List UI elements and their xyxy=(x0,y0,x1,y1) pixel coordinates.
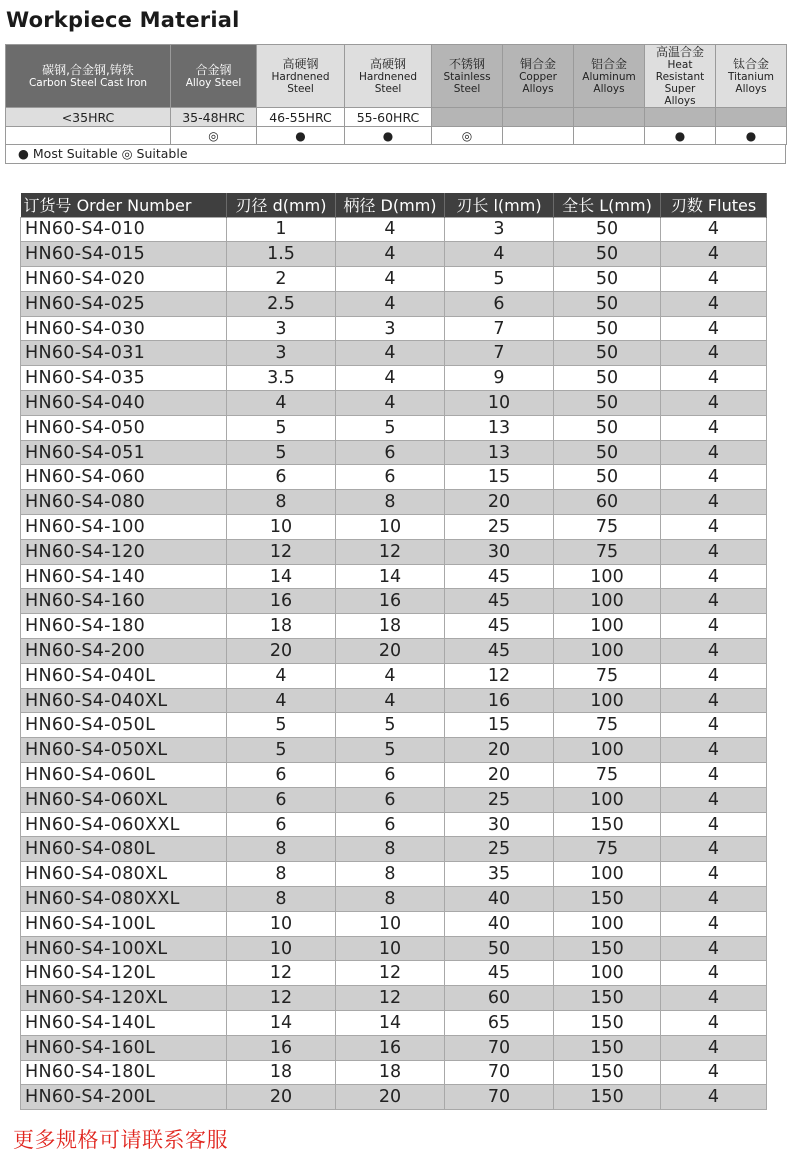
table-row xyxy=(21,763,767,788)
flutes-cell: 4 xyxy=(661,490,767,515)
shank-diameter-cell: 4 xyxy=(336,391,445,416)
material-header-3: 高硬钢 Hardnened Steel xyxy=(345,45,432,108)
flutes-cell: 4 xyxy=(661,1011,767,1036)
blade-diameter-cell: 16 xyxy=(227,1035,336,1060)
header-blade-length: 刃长 l(mm) xyxy=(445,193,554,217)
shank-diameter-cell: 4 xyxy=(336,242,445,267)
blade-diameter-cell: 12 xyxy=(227,539,336,564)
shank-diameter-cell: 4 xyxy=(336,663,445,688)
overall-length-cell: 50 xyxy=(554,465,661,490)
shank-diameter-cell: 14 xyxy=(336,564,445,589)
shank-diameter-cell: 12 xyxy=(336,539,445,564)
overall-length-cell: 100 xyxy=(554,688,661,713)
blade-diameter-cell: 6 xyxy=(227,812,336,837)
table-row xyxy=(21,961,767,986)
shank-diameter-cell: 18 xyxy=(336,1060,445,1085)
blade-length-cell: 45 xyxy=(445,639,554,664)
shank-diameter-cell: 6 xyxy=(336,440,445,465)
suitability-1: ◎ xyxy=(171,127,257,145)
hardness-8 xyxy=(716,108,787,127)
blade-diameter-cell: 20 xyxy=(227,1085,336,1110)
material-header-8: 钛合金 Titanium Alloys xyxy=(716,45,787,108)
order-number-cell: HN60-S4-140 xyxy=(21,564,227,589)
flutes-cell: 4 xyxy=(661,862,767,887)
overall-length-cell: 50 xyxy=(554,440,661,465)
flutes-cell: 4 xyxy=(661,713,767,738)
suitability-4: ◎ xyxy=(432,127,503,145)
flutes-cell: 4 xyxy=(661,316,767,341)
shank-diameter-cell: 8 xyxy=(336,862,445,887)
flutes-cell: 4 xyxy=(661,911,767,936)
overall-length-cell: 150 xyxy=(554,812,661,837)
order-number-cell: HN60-S4-080L xyxy=(21,837,227,862)
suitability-5 xyxy=(503,127,574,145)
blade-diameter-cell: 12 xyxy=(227,986,336,1011)
suitability-0 xyxy=(6,127,171,145)
blade-diameter-cell: 18 xyxy=(227,1060,336,1085)
blade-diameter-cell: 8 xyxy=(227,862,336,887)
order-number-cell: HN60-S4-050XL xyxy=(21,738,227,763)
suitability-7: ● xyxy=(645,127,716,145)
blade-diameter-cell: 5 xyxy=(227,415,336,440)
blade-length-cell: 50 xyxy=(445,936,554,961)
order-number-cell: HN60-S4-140L xyxy=(21,1011,227,1036)
blade-diameter-cell: 3.5 xyxy=(227,366,336,391)
overall-length-cell: 75 xyxy=(554,713,661,738)
material-header-row xyxy=(6,45,787,108)
order-number-cell: HN60-S4-120L xyxy=(21,961,227,986)
order-number-cell: HN60-S4-020 xyxy=(21,267,227,292)
flutes-cell: 4 xyxy=(661,391,767,416)
blade-diameter-cell: 6 xyxy=(227,465,336,490)
header-shank-diameter: 柄径 D(mm) xyxy=(336,193,445,217)
table-row xyxy=(21,316,767,341)
blade-length-cell: 20 xyxy=(445,490,554,515)
blade-diameter-cell: 14 xyxy=(227,1011,336,1036)
table-row xyxy=(21,787,767,812)
blade-diameter-cell: 5 xyxy=(227,713,336,738)
blade-length-cell: 20 xyxy=(445,763,554,788)
shank-diameter-cell: 3 xyxy=(336,316,445,341)
blade-diameter-cell: 14 xyxy=(227,564,336,589)
blade-length-cell: 70 xyxy=(445,1085,554,1110)
order-number-cell: HN60-S4-035 xyxy=(21,366,227,391)
hardness-1: 35-48HRC xyxy=(171,108,257,127)
flutes-cell: 4 xyxy=(661,887,767,912)
overall-length-cell: 150 xyxy=(554,986,661,1011)
overall-length-cell: 50 xyxy=(554,366,661,391)
hardness-row xyxy=(6,108,787,127)
table-row xyxy=(21,589,767,614)
overall-length-cell: 150 xyxy=(554,1011,661,1036)
order-number-cell: HN60-S4-060L xyxy=(21,763,227,788)
order-number-cell: HN60-S4-060XL xyxy=(21,787,227,812)
flutes-cell: 4 xyxy=(661,986,767,1011)
flutes-cell: 4 xyxy=(661,415,767,440)
order-number-cell: HN60-S4-100 xyxy=(21,515,227,540)
hardness-2: 46-55HRC xyxy=(257,108,345,127)
shank-diameter-cell: 5 xyxy=(336,738,445,763)
flutes-cell: 4 xyxy=(661,1060,767,1085)
table-row xyxy=(21,738,767,763)
blade-length-cell: 70 xyxy=(445,1035,554,1060)
blade-diameter-cell: 10 xyxy=(227,515,336,540)
order-number-cell: HN60-S4-200L xyxy=(21,1085,227,1110)
overall-length-cell: 100 xyxy=(554,961,661,986)
order-number-cell: HN60-S4-040XL xyxy=(21,688,227,713)
flutes-cell: 4 xyxy=(661,539,767,564)
blade-diameter-cell: 5 xyxy=(227,440,336,465)
flutes-cell: 4 xyxy=(661,614,767,639)
blade-length-cell: 20 xyxy=(445,738,554,763)
overall-length-cell: 100 xyxy=(554,862,661,887)
order-number-cell: HN60-S4-031 xyxy=(21,341,227,366)
blade-length-cell: 7 xyxy=(445,316,554,341)
blade-diameter-cell: 3 xyxy=(227,316,336,341)
order-number-cell: HN60-S4-120XL xyxy=(21,986,227,1011)
blade-diameter-cell: 8 xyxy=(227,887,336,912)
overall-length-cell: 150 xyxy=(554,1085,661,1110)
overall-length-cell: 75 xyxy=(554,515,661,540)
flutes-cell: 4 xyxy=(661,961,767,986)
order-number-cell: HN60-S4-015 xyxy=(21,242,227,267)
blade-length-cell: 65 xyxy=(445,1011,554,1036)
flutes-cell: 4 xyxy=(661,515,767,540)
table-row xyxy=(21,242,767,267)
blade-length-cell: 7 xyxy=(445,341,554,366)
blade-length-cell: 30 xyxy=(445,539,554,564)
overall-length-cell: 100 xyxy=(554,911,661,936)
table-row xyxy=(21,440,767,465)
suitability-6 xyxy=(574,127,645,145)
blade-length-cell: 13 xyxy=(445,440,554,465)
blade-length-cell: 25 xyxy=(445,837,554,862)
order-number-cell: HN60-S4-030 xyxy=(21,316,227,341)
blade-diameter-cell: 16 xyxy=(227,589,336,614)
table-row xyxy=(21,688,767,713)
order-number-cell: HN60-S4-160L xyxy=(21,1035,227,1060)
blade-length-cell: 10 xyxy=(445,391,554,416)
shank-diameter-cell: 5 xyxy=(336,713,445,738)
order-number-cell: HN60-S4-050 xyxy=(21,415,227,440)
blade-length-cell: 35 xyxy=(445,862,554,887)
overall-length-cell: 50 xyxy=(554,316,661,341)
flutes-cell: 4 xyxy=(661,936,767,961)
blade-diameter-cell: 4 xyxy=(227,391,336,416)
shank-diameter-cell: 10 xyxy=(336,936,445,961)
order-number-cell: HN60-S4-060 xyxy=(21,465,227,490)
header-order-number: 订货号 Order Number xyxy=(21,193,227,217)
order-number-cell: HN60-S4-025 xyxy=(21,291,227,316)
suitability-3: ● xyxy=(345,127,432,145)
flutes-cell: 4 xyxy=(661,738,767,763)
flutes-cell: 4 xyxy=(661,763,767,788)
shank-diameter-cell: 10 xyxy=(336,911,445,936)
flutes-cell: 4 xyxy=(661,267,767,292)
material-header-4: 不锈钢 Stainless Steel xyxy=(432,45,503,108)
overall-length-cell: 50 xyxy=(554,267,661,292)
blade-diameter-cell: 8 xyxy=(227,490,336,515)
shank-diameter-cell: 16 xyxy=(336,1035,445,1060)
overall-length-cell: 50 xyxy=(554,391,661,416)
table-row xyxy=(21,267,767,292)
shank-diameter-cell: 4 xyxy=(336,366,445,391)
order-number-cell: HN60-S4-180L xyxy=(21,1060,227,1085)
suitability-legend: ● Most Suitable ◎ Suitable xyxy=(5,144,786,164)
flutes-cell: 4 xyxy=(661,639,767,664)
material-header-2: 高硬钢 Hardnened Steel xyxy=(257,45,345,108)
table-row xyxy=(21,1085,767,1110)
table-row xyxy=(21,663,767,688)
table-row xyxy=(21,1060,767,1085)
table-row xyxy=(21,812,767,837)
blade-diameter-cell: 20 xyxy=(227,639,336,664)
blade-diameter-cell: 12 xyxy=(227,961,336,986)
table-row xyxy=(21,862,767,887)
blade-diameter-cell: 2.5 xyxy=(227,291,336,316)
material-header-5: 铜合金 Copper Alloys xyxy=(503,45,574,108)
flutes-cell: 4 xyxy=(661,787,767,812)
flutes-cell: 4 xyxy=(661,440,767,465)
blade-length-cell: 70 xyxy=(445,1060,554,1085)
blade-length-cell: 6 xyxy=(445,291,554,316)
suitability-row xyxy=(6,127,787,145)
shank-diameter-cell: 20 xyxy=(336,1085,445,1110)
blade-diameter-cell: 6 xyxy=(227,763,336,788)
table-row xyxy=(21,911,767,936)
overall-length-cell: 75 xyxy=(554,663,661,688)
flutes-cell: 4 xyxy=(661,465,767,490)
hardness-5 xyxy=(503,108,574,127)
blade-diameter-cell: 2 xyxy=(227,267,336,292)
blade-length-cell: 25 xyxy=(445,515,554,540)
hardness-7 xyxy=(645,108,716,127)
blade-length-cell: 45 xyxy=(445,564,554,589)
table-row xyxy=(21,837,767,862)
flutes-cell: 4 xyxy=(661,291,767,316)
blade-length-cell: 12 xyxy=(445,663,554,688)
material-header-0: 碳钢,合金钢,铸铁 Carbon Steel Cast Iron xyxy=(6,45,171,108)
hardness-4 xyxy=(432,108,503,127)
flutes-cell: 4 xyxy=(661,217,767,242)
order-number-cell: HN60-S4-200 xyxy=(21,639,227,664)
shank-diameter-cell: 4 xyxy=(336,291,445,316)
table-row xyxy=(21,515,767,540)
shank-diameter-cell: 12 xyxy=(336,961,445,986)
shank-diameter-cell: 8 xyxy=(336,490,445,515)
table-row xyxy=(21,366,767,391)
blade-length-cell: 40 xyxy=(445,911,554,936)
flutes-cell: 4 xyxy=(661,663,767,688)
hardness-3: 55-60HRC xyxy=(345,108,432,127)
overall-length-cell: 75 xyxy=(554,837,661,862)
header-blade-diameter: 刃径 d(mm) xyxy=(227,193,336,217)
order-number-cell: HN60-S4-060XXL xyxy=(21,812,227,837)
shank-diameter-cell: 8 xyxy=(336,887,445,912)
order-number-cell: HN60-S4-100L xyxy=(21,911,227,936)
shank-diameter-cell: 4 xyxy=(336,341,445,366)
flutes-cell: 4 xyxy=(661,366,767,391)
shank-diameter-cell: 6 xyxy=(336,787,445,812)
flutes-cell: 4 xyxy=(661,564,767,589)
blade-diameter-cell: 10 xyxy=(227,936,336,961)
contact-note: 更多规格可请联系客服 xyxy=(13,1128,228,1152)
material-header-7: 高温合金 Heat Resistant Super Alloys xyxy=(645,45,716,108)
overall-length-cell: 150 xyxy=(554,1060,661,1085)
overall-length-cell: 100 xyxy=(554,564,661,589)
order-number-cell: HN60-S4-180 xyxy=(21,614,227,639)
overall-length-cell: 50 xyxy=(554,415,661,440)
overall-length-cell: 150 xyxy=(554,1035,661,1060)
blade-length-cell: 3 xyxy=(445,217,554,242)
table-row xyxy=(21,490,767,515)
table-row xyxy=(21,713,767,738)
shank-diameter-cell: 20 xyxy=(336,639,445,664)
suitability-2: ● xyxy=(257,127,345,145)
shank-diameter-cell: 10 xyxy=(336,515,445,540)
blade-length-cell: 45 xyxy=(445,614,554,639)
flutes-cell: 4 xyxy=(661,688,767,713)
order-number-cell: HN60-S4-040L xyxy=(21,663,227,688)
hardness-6 xyxy=(574,108,645,127)
order-table xyxy=(20,193,767,1110)
overall-length-cell: 100 xyxy=(554,639,661,664)
blade-length-cell: 5 xyxy=(445,267,554,292)
workpiece-material-table xyxy=(5,44,787,145)
header-flutes: 刃数 Flutes xyxy=(661,193,767,217)
flutes-cell: 4 xyxy=(661,341,767,366)
blade-diameter-cell: 6 xyxy=(227,787,336,812)
hardness-0: <35HRC xyxy=(6,108,171,127)
overall-length-cell: 100 xyxy=(554,589,661,614)
blade-diameter-cell: 4 xyxy=(227,663,336,688)
blade-length-cell: 4 xyxy=(445,242,554,267)
shank-diameter-cell: 6 xyxy=(336,812,445,837)
shank-diameter-cell: 8 xyxy=(336,837,445,862)
shank-diameter-cell: 4 xyxy=(336,688,445,713)
flutes-cell: 4 xyxy=(661,242,767,267)
overall-length-cell: 75 xyxy=(554,539,661,564)
table-row xyxy=(21,465,767,490)
order-number-cell: HN60-S4-160 xyxy=(21,589,227,614)
table-row xyxy=(21,614,767,639)
blade-diameter-cell: 1.5 xyxy=(227,242,336,267)
overall-length-cell: 50 xyxy=(554,291,661,316)
blade-diameter-cell: 5 xyxy=(227,738,336,763)
table-row xyxy=(21,415,767,440)
order-number-cell: HN60-S4-051 xyxy=(21,440,227,465)
flutes-cell: 4 xyxy=(661,812,767,837)
blade-length-cell: 40 xyxy=(445,887,554,912)
overall-length-cell: 50 xyxy=(554,242,661,267)
table-row xyxy=(21,1011,767,1036)
overall-length-cell: 150 xyxy=(554,936,661,961)
blade-diameter-cell: 8 xyxy=(227,837,336,862)
overall-length-cell: 60 xyxy=(554,490,661,515)
overall-length-cell: 100 xyxy=(554,787,661,812)
table-row xyxy=(21,539,767,564)
page-title: Workpiece Material xyxy=(6,8,240,32)
table-row xyxy=(21,986,767,1011)
table-row xyxy=(21,291,767,316)
order-number-cell: HN60-S4-080 xyxy=(21,490,227,515)
blade-diameter-cell: 4 xyxy=(227,688,336,713)
blade-length-cell: 30 xyxy=(445,812,554,837)
table-row xyxy=(21,391,767,416)
blade-length-cell: 45 xyxy=(445,961,554,986)
table-row xyxy=(21,936,767,961)
order-table-header xyxy=(21,193,767,217)
flutes-cell: 4 xyxy=(661,1085,767,1110)
overall-length-cell: 75 xyxy=(554,763,661,788)
overall-length-cell: 50 xyxy=(554,217,661,242)
shank-diameter-cell: 6 xyxy=(336,465,445,490)
table-row xyxy=(21,217,767,242)
overall-length-cell: 100 xyxy=(554,738,661,763)
material-header-1: 合金钢 Alloy Steel xyxy=(171,45,257,108)
overall-length-cell: 50 xyxy=(554,341,661,366)
order-number-cell: HN60-S4-080XL xyxy=(21,862,227,887)
shank-diameter-cell: 4 xyxy=(336,267,445,292)
flutes-cell: 4 xyxy=(661,1035,767,1060)
blade-length-cell: 15 xyxy=(445,465,554,490)
blade-length-cell: 25 xyxy=(445,787,554,812)
shank-diameter-cell: 5 xyxy=(336,415,445,440)
table-row xyxy=(21,564,767,589)
shank-diameter-cell: 6 xyxy=(336,763,445,788)
table-row xyxy=(21,639,767,664)
material-header-6: 铝合金 Aluminum Alloys xyxy=(574,45,645,108)
order-number-cell: HN60-S4-120 xyxy=(21,539,227,564)
shank-diameter-cell: 16 xyxy=(336,589,445,614)
blade-length-cell: 16 xyxy=(445,688,554,713)
shank-diameter-cell: 4 xyxy=(336,217,445,242)
header-overall-length: 全长 L(mm) xyxy=(554,193,661,217)
blade-length-cell: 15 xyxy=(445,713,554,738)
table-row xyxy=(21,887,767,912)
table-row xyxy=(21,341,767,366)
shank-diameter-cell: 18 xyxy=(336,614,445,639)
blade-length-cell: 9 xyxy=(445,366,554,391)
flutes-cell: 4 xyxy=(661,589,767,614)
blade-diameter-cell: 10 xyxy=(227,911,336,936)
blade-length-cell: 13 xyxy=(445,415,554,440)
overall-length-cell: 100 xyxy=(554,614,661,639)
flutes-cell: 4 xyxy=(661,837,767,862)
blade-length-cell: 45 xyxy=(445,589,554,614)
order-number-cell: HN60-S4-010 xyxy=(21,217,227,242)
blade-diameter-cell: 18 xyxy=(227,614,336,639)
shank-diameter-cell: 14 xyxy=(336,1011,445,1036)
blade-diameter-cell: 3 xyxy=(227,341,336,366)
order-number-cell: HN60-S4-040 xyxy=(21,391,227,416)
overall-length-cell: 150 xyxy=(554,887,661,912)
shank-diameter-cell: 12 xyxy=(336,986,445,1011)
order-number-cell: HN60-S4-050L xyxy=(21,713,227,738)
order-number-cell: HN60-S4-080XXL xyxy=(21,887,227,912)
order-number-cell: HN60-S4-100XL xyxy=(21,936,227,961)
table-row xyxy=(21,1035,767,1060)
blade-length-cell: 60 xyxy=(445,986,554,1011)
suitability-8: ● xyxy=(716,127,787,145)
blade-diameter-cell: 1 xyxy=(227,217,336,242)
